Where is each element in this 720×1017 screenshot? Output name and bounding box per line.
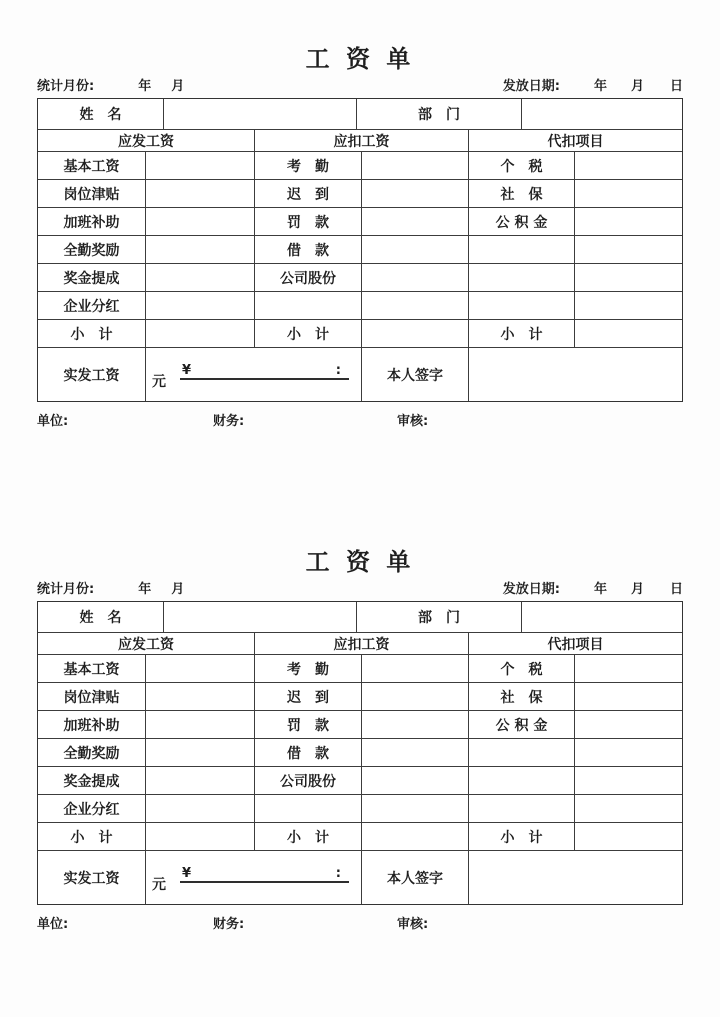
name-dept-row <box>38 99 682 129</box>
gross-item-value <box>145 767 254 794</box>
withholding-item-value <box>574 795 682 822</box>
deduction-item-value <box>361 739 468 766</box>
table-row <box>38 151 682 179</box>
deduction-item-value <box>361 152 468 179</box>
withholding-item-value <box>574 655 682 682</box>
deduction-item-value <box>361 683 468 710</box>
dept-label-cell: 部 门 <box>356 602 521 632</box>
withholding-item-label <box>468 795 574 822</box>
gross-item-label: 奖金提成 <box>63 773 120 790</box>
gross-subtotal-label: 小 计 <box>70 829 113 846</box>
group-header-row <box>38 129 682 151</box>
withholding-item-label: 社 保 <box>468 683 574 710</box>
deduction-item-value <box>361 655 468 682</box>
audit-label: 审核: <box>397 917 429 932</box>
withholding-item-value <box>574 180 682 207</box>
group-header-gross: 应发工资 <box>118 133 174 150</box>
gross-item-value <box>145 236 254 263</box>
stat-year-label: 年 <box>138 79 152 94</box>
withholding-item-label: 公 积 金 <box>468 711 574 738</box>
actual-pay-amount-cell <box>145 348 361 401</box>
deduction-item-label: 罚 款 <box>254 208 361 235</box>
deduction-item-label: 考 勤 <box>254 152 361 179</box>
gross-subtotal-value <box>145 320 254 347</box>
deduction-item-label: 考 勤 <box>254 655 361 682</box>
gross-item-label: 企业分红 <box>63 298 120 315</box>
actual-pay-amount-cell <box>145 851 361 904</box>
gross-item-label: 奖金提成 <box>63 270 120 287</box>
name-label-cell: 姓 名 <box>79 107 122 123</box>
name-value-cell <box>163 99 356 129</box>
gross-item-value <box>145 180 254 207</box>
table-row <box>38 654 682 682</box>
stat-period-label: 统计月份: <box>37 79 95 94</box>
withholding-item-value <box>574 711 682 738</box>
gross-subtotal-label: 小 计 <box>70 326 113 343</box>
approval-footer <box>37 913 683 932</box>
page-title: 工 资 单 <box>305 45 415 73</box>
actual-pay-label: 实发工资 <box>63 870 120 887</box>
withholding-item-value <box>574 739 682 766</box>
page-title: 工 资 单 <box>305 548 415 576</box>
issue-date-label: 发放日期: <box>502 582 560 597</box>
withholding-item-label: 社 保 <box>468 180 574 207</box>
gross-item-value <box>145 264 254 291</box>
table-row <box>38 291 682 319</box>
withholding-item-label <box>468 264 574 291</box>
gross-item-label: 全勤奖励 <box>63 745 120 762</box>
unit-label: 单位: <box>37 917 69 932</box>
gross-item-value <box>145 711 254 738</box>
deduction-item-value <box>361 208 468 235</box>
approval-footer <box>37 410 683 429</box>
group-header-deduction: 应扣工资 <box>254 130 468 151</box>
table-row <box>38 794 682 822</box>
gross-item-label: 基本工资 <box>63 661 120 678</box>
group-header-deduction: 应扣工资 <box>254 633 468 654</box>
signature-label-cell: 本人签字 <box>361 851 468 904</box>
deduction-item-value <box>361 767 468 794</box>
issue-year-label: 年 <box>593 79 607 94</box>
dept-label-cell: 部 门 <box>356 99 521 129</box>
issue-month-label: 月 <box>630 582 644 597</box>
table-row <box>38 235 682 263</box>
table-row <box>38 207 682 235</box>
currency-symbol: ¥ <box>182 865 192 881</box>
payslip-form <box>37 547 683 932</box>
withholding-item-label: 个 税 <box>468 655 574 682</box>
currency-symbol: ¥ <box>182 362 192 378</box>
stat-period-group <box>37 581 184 598</box>
yuan-unit-label: 元 <box>152 876 166 893</box>
table-row <box>38 179 682 207</box>
deduction-item-value <box>361 711 468 738</box>
gross-item-label: 企业分红 <box>63 801 120 818</box>
gross-item-value <box>145 795 254 822</box>
gross-item-label: 岗位津贴 <box>63 689 120 706</box>
deduction-item-label: 迟 到 <box>254 180 361 207</box>
withholding-item-value <box>574 236 682 263</box>
withholding-item-value <box>574 152 682 179</box>
withholding-item-label: 个 税 <box>468 152 574 179</box>
stat-year-label: 年 <box>138 582 152 597</box>
gross-item-label: 加班补助 <box>63 214 120 231</box>
deduction-item-value <box>361 264 468 291</box>
meta-row <box>37 581 683 598</box>
gross-item-label: 岗位津贴 <box>63 186 120 203</box>
issue-year-label: 年 <box>593 582 607 597</box>
payslip-table <box>37 601 683 905</box>
withholding-subtotal-value <box>574 320 682 347</box>
deduction-item-value <box>361 180 468 207</box>
gross-item-value <box>145 208 254 235</box>
signature-value-cell <box>468 851 682 904</box>
stat-month-label: 月 <box>171 582 185 597</box>
deduction-item-label: 迟 到 <box>254 683 361 710</box>
table-row <box>38 682 682 710</box>
withholding-subtotal-value <box>574 823 682 850</box>
withholding-item-value <box>574 264 682 291</box>
table-row <box>38 263 682 291</box>
issue-date-group <box>503 78 683 95</box>
table-row <box>38 710 682 738</box>
issue-day-label: 日 <box>669 79 683 94</box>
deduction-item-label <box>254 795 361 822</box>
gross-item-value <box>145 655 254 682</box>
signature-label-cell: 本人签字 <box>361 348 468 401</box>
gross-item-label: 加班补助 <box>63 717 120 734</box>
colon-mark: : <box>335 362 341 378</box>
withholding-subtotal-label: 小 计 <box>468 320 574 347</box>
withholding-item-label <box>468 292 574 319</box>
gross-subtotal-value <box>145 823 254 850</box>
gross-item-value <box>145 152 254 179</box>
group-header-withholding: 代扣项目 <box>468 130 682 151</box>
withholding-item-value <box>574 767 682 794</box>
issue-month-label: 月 <box>630 79 644 94</box>
payslip-form <box>37 44 683 429</box>
name-label-cell: 姓 名 <box>79 610 122 626</box>
subtotal-row <box>38 822 682 850</box>
deduction-item-value <box>361 292 468 319</box>
gross-item-value <box>145 739 254 766</box>
deduction-item-value <box>361 795 468 822</box>
deduction-subtotal-label: 小 计 <box>254 320 361 347</box>
yuan-unit-label: 元 <box>152 373 166 390</box>
unit-label: 单位: <box>37 414 69 429</box>
dept-value-cell <box>521 99 682 129</box>
stat-period-group <box>37 78 184 95</box>
audit-label: 审核: <box>397 414 429 429</box>
deduction-item-label: 公司股份 <box>254 264 361 291</box>
table-row <box>38 738 682 766</box>
finance-label: 财务: <box>213 917 245 932</box>
withholding-subtotal-label: 小 计 <box>468 823 574 850</box>
deduction-subtotal-value <box>361 320 468 347</box>
actual-pay-row <box>38 850 682 904</box>
name-dept-row <box>38 602 682 632</box>
deduction-subtotal-value <box>361 823 468 850</box>
issue-day-label: 日 <box>669 582 683 597</box>
withholding-item-label <box>468 767 574 794</box>
stat-month-label: 月 <box>171 79 185 94</box>
amount-underline <box>180 865 349 883</box>
withholding-item-value <box>574 683 682 710</box>
signature-value-cell <box>468 348 682 401</box>
gross-item-value <box>145 292 254 319</box>
stat-period-label: 统计月份: <box>37 582 95 597</box>
deduction-item-label: 借 款 <box>254 739 361 766</box>
deduction-item-label: 借 款 <box>254 236 361 263</box>
deduction-item-label: 公司股份 <box>254 767 361 794</box>
amount-underline <box>180 362 349 380</box>
gross-item-label: 基本工资 <box>63 158 120 175</box>
meta-row <box>37 78 683 95</box>
withholding-item-value <box>574 208 682 235</box>
finance-label: 财务: <box>213 414 245 429</box>
deduction-item-label <box>254 292 361 319</box>
group-header-gross: 应发工资 <box>118 636 174 653</box>
withholding-item-label <box>468 236 574 263</box>
colon-mark: : <box>335 865 341 881</box>
actual-pay-label: 实发工资 <box>63 367 120 384</box>
withholding-item-label: 公 积 金 <box>468 208 574 235</box>
deduction-subtotal-label: 小 计 <box>254 823 361 850</box>
issue-date-label: 发放日期: <box>502 79 560 94</box>
deduction-item-value <box>361 236 468 263</box>
payslip-table <box>37 98 683 402</box>
subtotal-row <box>38 319 682 347</box>
name-value-cell <box>163 602 356 632</box>
dept-value-cell <box>521 602 682 632</box>
gross-item-label: 全勤奖励 <box>63 242 120 259</box>
actual-pay-row <box>38 347 682 401</box>
table-row <box>38 766 682 794</box>
issue-date-group <box>503 581 683 598</box>
group-header-row <box>38 632 682 654</box>
withholding-item-label <box>468 739 574 766</box>
gross-item-value <box>145 683 254 710</box>
withholding-item-value <box>574 292 682 319</box>
deduction-item-label: 罚 款 <box>254 711 361 738</box>
group-header-withholding: 代扣项目 <box>468 633 682 654</box>
